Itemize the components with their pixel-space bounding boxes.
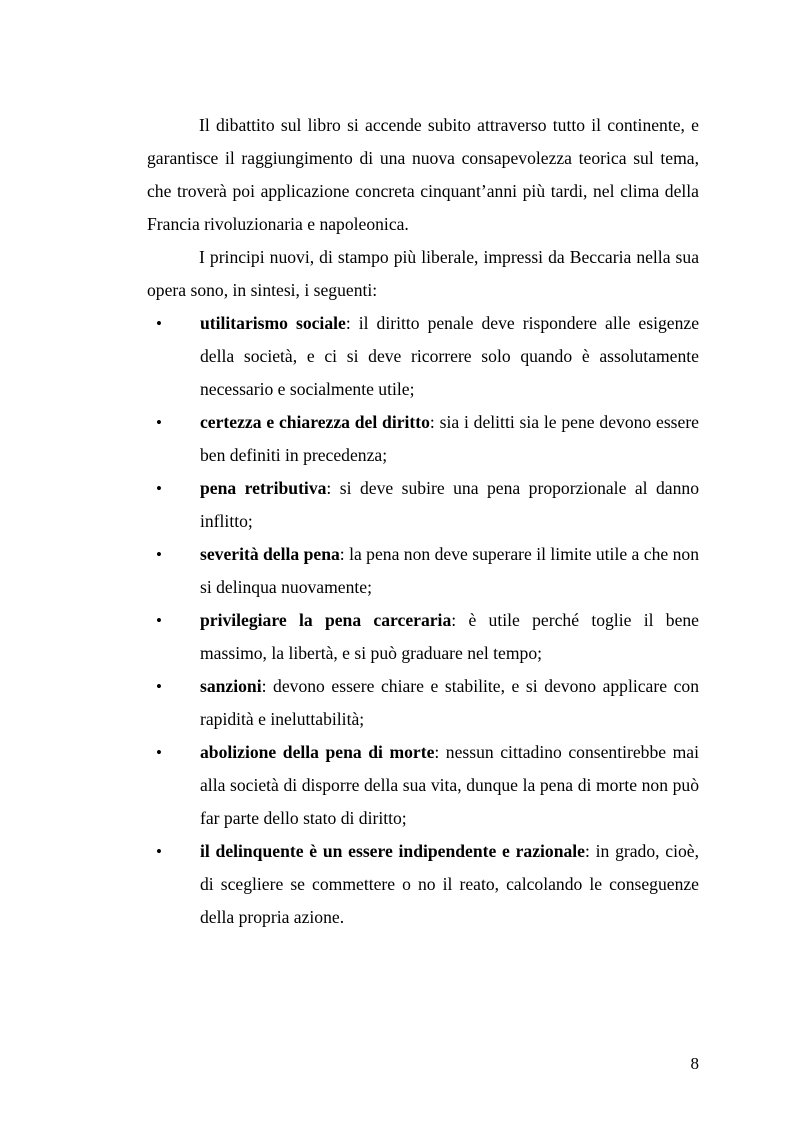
principles-intro-paragraph: I principi nuovi, di stampo più liberale, impressi da Beccaria nella sua opera sono, in sintesi, i seguenti: <box>147 247 699 300</box>
document-page <box>147 109 699 934</box>
list-item <box>147 604 699 670</box>
bullet-icon: • <box>156 314 162 333</box>
principle-term: pena retributiva <box>200 478 327 498</box>
bullet-icon: • <box>156 413 162 432</box>
principle-text: : sia i delitti sia le pene devono essere ben definiti in precedenza; <box>200 412 699 465</box>
principles-list <box>147 307 699 934</box>
bullet-icon: • <box>156 611 162 630</box>
page-number: 8 <box>690 1054 699 1073</box>
list-item <box>147 736 699 835</box>
list-item <box>147 307 699 406</box>
bullet-icon: • <box>156 842 162 861</box>
list-item <box>147 835 699 934</box>
intro-paragraph: Il dibattito sul libro si accende subito attraverso tutto il continente, e garantisce il raggiungimento di una nuova consapevolezza teorica sul tema, che troverà poi applicazione concreta cinquant’anni più tardi, nel clima della Francia rivoluzionaria e napoleonica. <box>147 115 699 234</box>
principle-text: : nessun cittadino consentirebbe mai alla società di disporre della sua vita, dunque la pena di morte non può far parte dello stato di diritto; <box>200 742 699 828</box>
list-item <box>147 406 699 472</box>
principle-term: sanzioni <box>200 676 262 696</box>
list-item <box>147 670 699 736</box>
principle-term: abolizione della pena di morte <box>200 742 435 762</box>
principle-term: il delinquente è un essere indipendente e razionale <box>200 841 585 861</box>
bullet-icon: • <box>156 479 162 498</box>
bullet-icon: • <box>156 743 162 762</box>
principle-term: utilitarismo sociale <box>200 313 346 333</box>
principle-text: : si deve subire una pena proporzionale al danno inflitto; <box>200 478 700 531</box>
principle-term: severità della pena <box>200 544 340 564</box>
bullet-icon: • <box>156 545 162 564</box>
list-item <box>147 538 699 604</box>
principle-term: certezza e chiarezza del diritto <box>200 412 430 432</box>
principle-text: : è utile perché toglie il bene massimo, la libertà, e si può graduare nel tempo; <box>200 610 699 663</box>
principle-text: : il diritto penale deve rispondere alle esigenze della società, e ci si deve ricorrere solo quando è assolutamente necessario e socialmente utile; <box>200 313 699 399</box>
principle-text: : la pena non deve superare il limite utile a che non si delinqua nuovamente; <box>200 544 699 597</box>
principle-text: : devono essere chiare e stabilite, e si devono applicare con rapidità e ineluttabilità; <box>200 676 699 729</box>
list-item <box>147 472 699 538</box>
bullet-icon: • <box>156 677 162 696</box>
principle-term: privilegiare la pena carceraria <box>200 610 452 630</box>
principle-text: : in grado, cioè, di scegliere se commettere o no il reato, calcolando le conseguenze della propria azione. <box>200 841 699 927</box>
